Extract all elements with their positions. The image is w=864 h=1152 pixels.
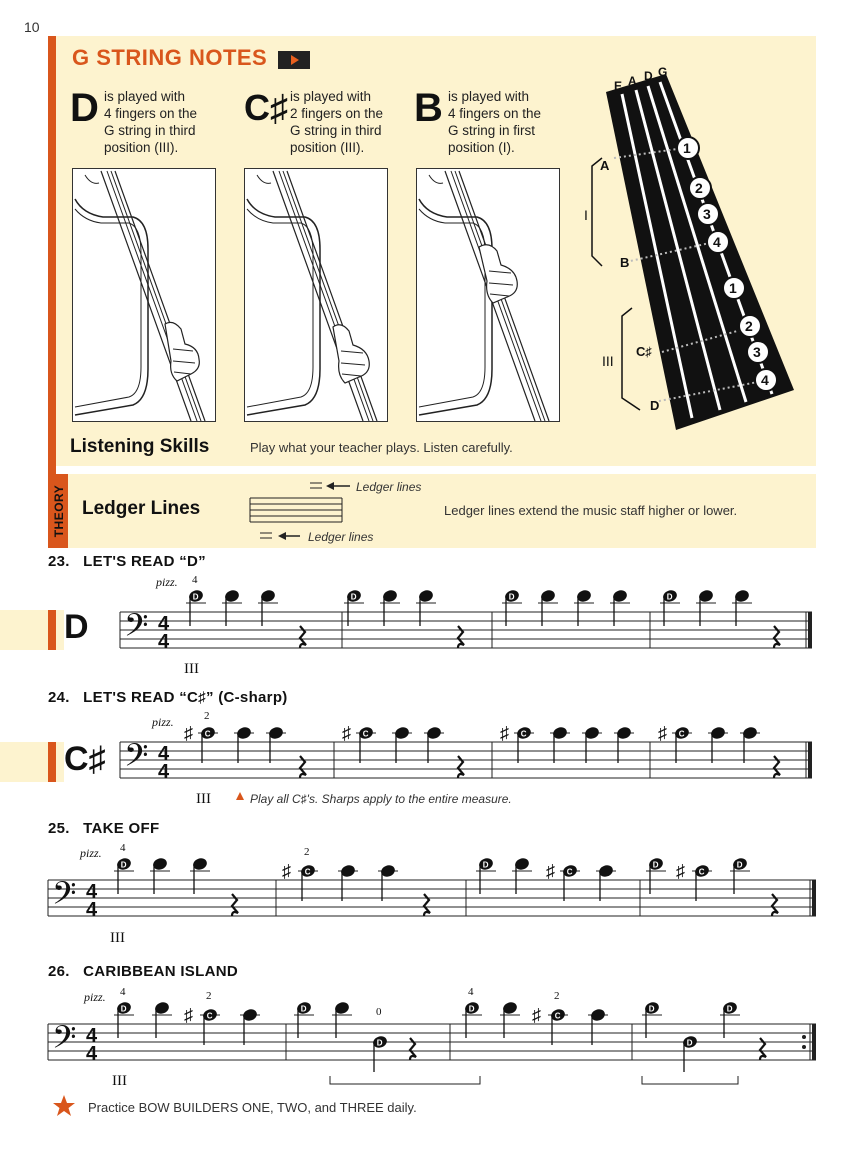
repeat-barline-thick: [812, 1024, 816, 1060]
ledger-heading: Ledger Lines: [82, 498, 201, 519]
fingering-number: 4: [120, 986, 126, 998]
final-barline-thick: [812, 880, 816, 916]
final-barline-thick: [808, 612, 812, 648]
time-signature-top: 4: [158, 613, 170, 635]
note-letter: D: [376, 1038, 383, 1048]
svg-text:1: 1: [729, 280, 737, 296]
note-letter: D: [120, 860, 127, 870]
star-icon: [52, 1094, 76, 1118]
fingering-number: 2: [206, 990, 212, 1002]
fingering-number: 0: [376, 1006, 382, 1018]
position-label-i: I: [584, 207, 588, 223]
note-letter: D: [666, 592, 673, 602]
side-tab-letter: C♯: [64, 740, 106, 778]
theory-tab-label: THEORY: [52, 484, 66, 538]
section-title: G STRING NOTES: [72, 45, 268, 70]
sharp-icon: ♯: [500, 723, 509, 743]
sharp-tip: Play all C♯'s. Sharps apply to the entire measure.: [250, 792, 512, 806]
position-label-iii: III: [602, 353, 614, 369]
note-letter: D: [350, 592, 357, 602]
time-signature-bottom: 4: [158, 761, 170, 783]
string-label: D: [644, 69, 653, 83]
exercise-title: LET'S READ “C♯” (C-sharp): [83, 689, 288, 706]
fingering-number: 2: [204, 710, 210, 722]
quarter-rest-icon: [760, 1038, 766, 1060]
svg-text:1: 1: [683, 140, 691, 156]
note-letter: D: [192, 592, 199, 602]
listening-heading: Listening Skills: [70, 436, 210, 457]
note-letter: C: [678, 729, 685, 739]
listening-text: Play what your teacher plays. Listen carefully.: [250, 440, 513, 455]
note-letter: B: [414, 86, 443, 130]
string-label: A: [628, 74, 637, 88]
pizz-marking: pizz.: [152, 715, 174, 729]
sharp-icon: ♯: [184, 723, 193, 743]
exercise-title: CARIBBEAN ISLAND: [83, 963, 238, 980]
time-signature-bottom: 4: [86, 899, 98, 921]
bow-bracket: [330, 1076, 480, 1084]
note-label-a: A: [600, 158, 610, 173]
sharp-icon: ♯: [282, 861, 291, 881]
quarter-rest-icon: [300, 626, 306, 648]
side-tab-letter: D: [64, 608, 89, 646]
exercise-number: 23.: [48, 553, 70, 570]
bass-clef-icon: 𝄢: [52, 1021, 77, 1063]
quarter-rest-icon: [458, 626, 464, 648]
position-marking: III: [184, 661, 199, 677]
note-letter: D: [652, 860, 659, 870]
quarter-rest-icon: [774, 756, 780, 778]
time-signature-bottom: 4: [86, 1043, 98, 1065]
quarter-rest-icon: [410, 1038, 416, 1060]
bass-clef-icon: 𝄢: [124, 739, 149, 781]
note-letter: C: [206, 1011, 213, 1021]
quarter-rest-icon: [424, 894, 430, 916]
note-letter: C: [566, 867, 573, 877]
pizz-marking: pizz.: [80, 846, 102, 860]
exercise-number: 25.: [48, 820, 70, 837]
time-signature-top: 4: [158, 743, 170, 765]
exercise-title: LET'S READ “D”: [83, 553, 206, 570]
note-letter: D: [482, 860, 489, 870]
note-label-csharp: C♯: [636, 344, 652, 359]
fingering-number: 2: [554, 990, 560, 1002]
exercise-number: 24.: [48, 689, 70, 706]
note-letter: D: [120, 1004, 127, 1014]
fingering-number: 4: [192, 574, 198, 586]
time-signature-top: 4: [86, 1025, 98, 1047]
pizz-marking: pizz.: [156, 575, 178, 589]
quarter-rest-icon: [772, 894, 778, 916]
note-letter: C: [698, 867, 705, 877]
svg-text:2: 2: [695, 180, 703, 196]
svg-text:3: 3: [753, 344, 761, 360]
note-label-d: D: [650, 398, 660, 413]
bass-clef-icon: 𝄢: [124, 609, 149, 651]
fingering-number: 4: [120, 842, 126, 854]
note-letter: C: [204, 729, 211, 739]
note-label-b: B: [620, 255, 630, 270]
sharp-icon: ♯: [546, 861, 555, 881]
note-letter: C: [520, 729, 527, 739]
fingering-number: 4: [468, 986, 474, 998]
note-letter: C♯: [244, 87, 288, 128]
note-description: is played with 2 fingers on the G string in third position (III).: [290, 89, 384, 155]
note-letter: D: [736, 860, 743, 870]
note-letter: D: [686, 1038, 693, 1048]
footer-text: Practice BOW BUILDERS ONE, TWO, and THREE daily.: [88, 1100, 417, 1115]
sharp-icon: ♯: [532, 1005, 541, 1025]
note-letter: C: [304, 867, 311, 877]
note-letter: D: [508, 592, 515, 602]
repeat-dot: [802, 1045, 806, 1049]
string-label: G: [658, 65, 668, 79]
svg-text:4: 4: [713, 234, 721, 250]
quarter-rest-icon: [774, 626, 780, 648]
time-signature-top: 4: [86, 881, 98, 903]
exercise-number: 26.: [48, 963, 70, 980]
sharp-icon: ♯: [184, 1005, 193, 1025]
ledger-text: Ledger lines extend the music staff higher or lower.: [444, 503, 738, 518]
note-letter: C: [554, 1011, 561, 1021]
sharp-icon: ♯: [658, 723, 667, 743]
note-letter: D: [726, 1004, 733, 1014]
svg-text:3: 3: [703, 206, 711, 222]
svg-text:2: 2: [745, 318, 753, 334]
quarter-rest-icon: [458, 756, 464, 778]
bass-clef-icon: 𝄢: [52, 877, 77, 919]
position-marking: III: [110, 930, 125, 946]
position-marking: III: [196, 791, 211, 807]
note-letter: D: [300, 1004, 307, 1014]
page-number: 10: [24, 19, 40, 35]
note-letter: D: [468, 1004, 475, 1014]
string-label: E: [614, 79, 623, 93]
fingering-number: 2: [304, 846, 310, 858]
quarter-rest-icon: [300, 756, 306, 778]
svg-text:4: 4: [761, 372, 769, 388]
quarter-rest-icon: [232, 894, 238, 916]
ledger-label-bottom: Ledger lines: [308, 530, 374, 544]
time-signature-bottom: 4: [158, 631, 170, 653]
bow-bracket: [642, 1076, 738, 1084]
note-description: is played with 4 fingers on the G string in third position (III).: [104, 89, 198, 155]
repeat-dot: [802, 1035, 806, 1039]
sharp-icon: ♯: [342, 723, 351, 743]
sharp-icon: ♯: [676, 861, 685, 881]
ledger-label-top: Ledger lines: [356, 480, 422, 494]
position-marking: III: [112, 1073, 127, 1089]
final-barline-thick: [808, 742, 812, 778]
note-letter: D: [648, 1004, 655, 1014]
note-letter: C: [362, 729, 369, 739]
exercise-title: TAKE OFF: [83, 820, 160, 837]
pizz-marking: pizz.: [84, 990, 106, 1004]
note-letter: D: [70, 86, 99, 130]
note-description: is played with 4 fingers on the G string in first position (I).: [448, 89, 542, 155]
